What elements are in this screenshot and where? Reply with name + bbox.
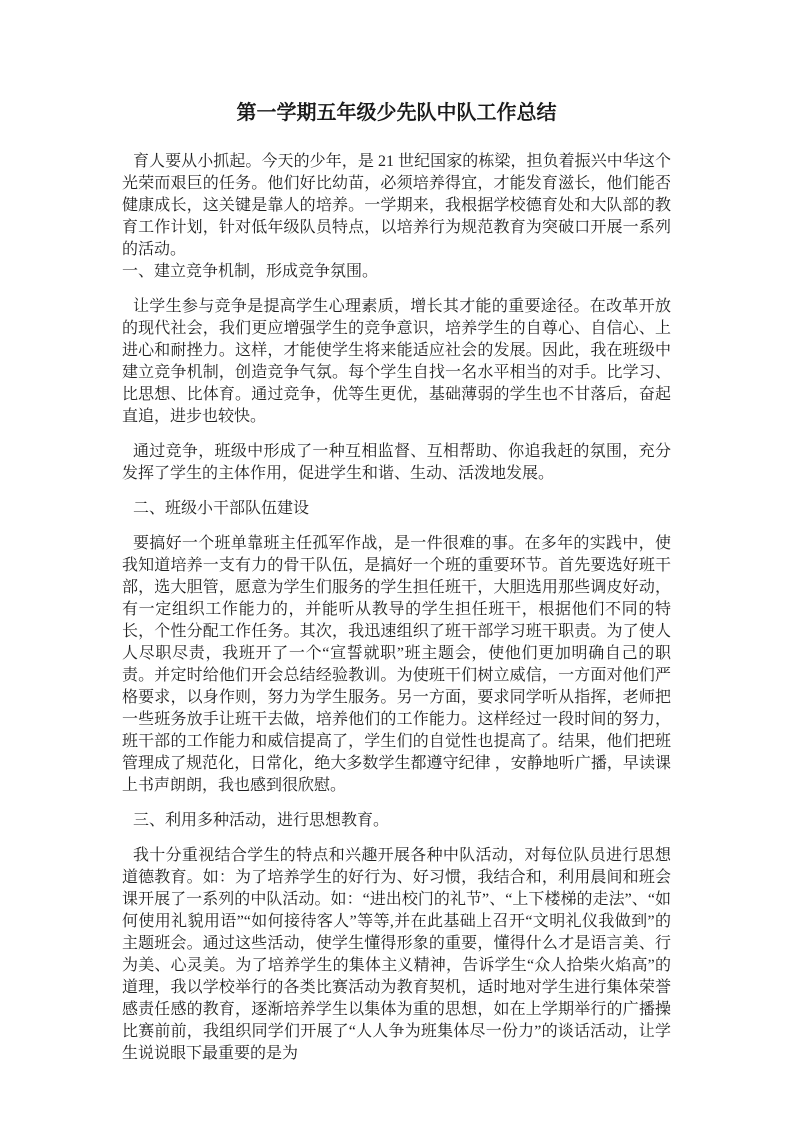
paragraph-cadre-team: 要搞好一个班单靠班主任孤军作战，是一件很难的事。在多年的实践中，使我知道培养一支有力的骨干队伍，是搞好一个班的重要环节。首先要选好班干部，选大胆管，愿意为学生们服务的学生担任班干，大胆选用那些调皮好动，有一定组织工作能力的，并能听从教导的学生担任班干，根据他们不同的特长，个性分配工作任务。其次，我迅速组织了班干部学习班干职责。为了使人人尽职尽责，我班开了一个“宣誓就职”班主题会，使他们更加明确自己的职责。并定时给他们开会总结经验教训。为使班干们树立威信，一方面对他们严格要求，以身作则，努力为学生服务。另一方面，要求同学听从指挥，老师把一些班务放手让班干去做，培养他们的工作能力。这样经过一段时间的努力，班干部的工作能力和威信提高了，学生们的自觉性也提高了。结果，他们把班管理成了规范化，日常化，绝大多数学生都遵守纪律 ，安静地听广播，早读课上书声朗朗，我也感到很欣慰。 <box>122 535 671 794</box>
section-heading-three: 三、利用多种活动，进行思想教育。 <box>133 812 390 829</box>
paragraph-intro: 育人要从小抓起。今天的少年，是 21 世纪国家的栋梁，担负着振兴中华这个光荣而艰巨的任务。他们好比幼苗，必须培养得宜，才能发育滋长，他们能否健康成长，这关键是靠人的培养。一学期来，我根据学校德育处和大队部的教育工作计划，针对低年级队员特点，以培养行为规范教育为突破口开展一系列的活动。 <box>122 153 671 258</box>
section-heading-one: 一、建立竞争机制，形成竞争氛围。 <box>122 263 379 280</box>
paragraph-competition-result: 通过竞争，班级中形成了一种互相监督、互相帮助、你追我赶的氛围，充分发挥了学生的主体作用，促进学生和谐、生动、活泼地发展。 <box>122 443 671 482</box>
document-title: 第一学期五年级少先队中队工作总结 <box>236 102 557 124</box>
section-heading-two: 二、班级小干部队伍建设 <box>133 500 310 517</box>
paragraph-activities: 我十分重视结合学生的特点和兴趣开展各种中队活动，对每位队员进行思想道德教育。如：为了培养学生的好行为、好习惯，我结合和，利用晨间和班会课开展了一系列的中队活动。如：“进出校门的礼节”、“上下楼梯的走法”、“如何使用礼貌用语”“如何接待客人”等等,并在此基础上召开“文明礼仪我做到”的主题班会。通过这些活动，使学生懂得形象的重要，懂得什么才是语言美、行为美、心灵美。为了培养学生的集体主义精神，告诉学生“众人拾柴火焰高”的道理，我以学校举行的各类比赛活动为教育契机，适时地对学生进行集体荣誉感责任感的教育，逐渐培养学生以集体为重的思想，如在上学期举行的广播操比赛前前，我组织同学们开展了“人人争为班集体尽一份力”的谈话活动，让学生说说眼下最重要的是为 <box>122 847 671 1062</box>
document-body <box>122 151 671 1065</box>
paragraph-competition: 让学生参与竞争是提高学生心理素质，增长其才能的重要途径。在改革开放的现代社会，我们更应增强学生的竞争意识，培养学生的自尊心、自信心、上进心和耐挫力。这样，才能使学生将来能适应社会的发展。因此，我在班级中建立竞争机制，创造竞争气氛。每个学生自找一名水平相当的对手。比学习、比思想、比体育。通过竞争，优等生更优，基础薄弱的学生也不甘落后，奋起直追，进步也较快。 <box>122 298 671 425</box>
